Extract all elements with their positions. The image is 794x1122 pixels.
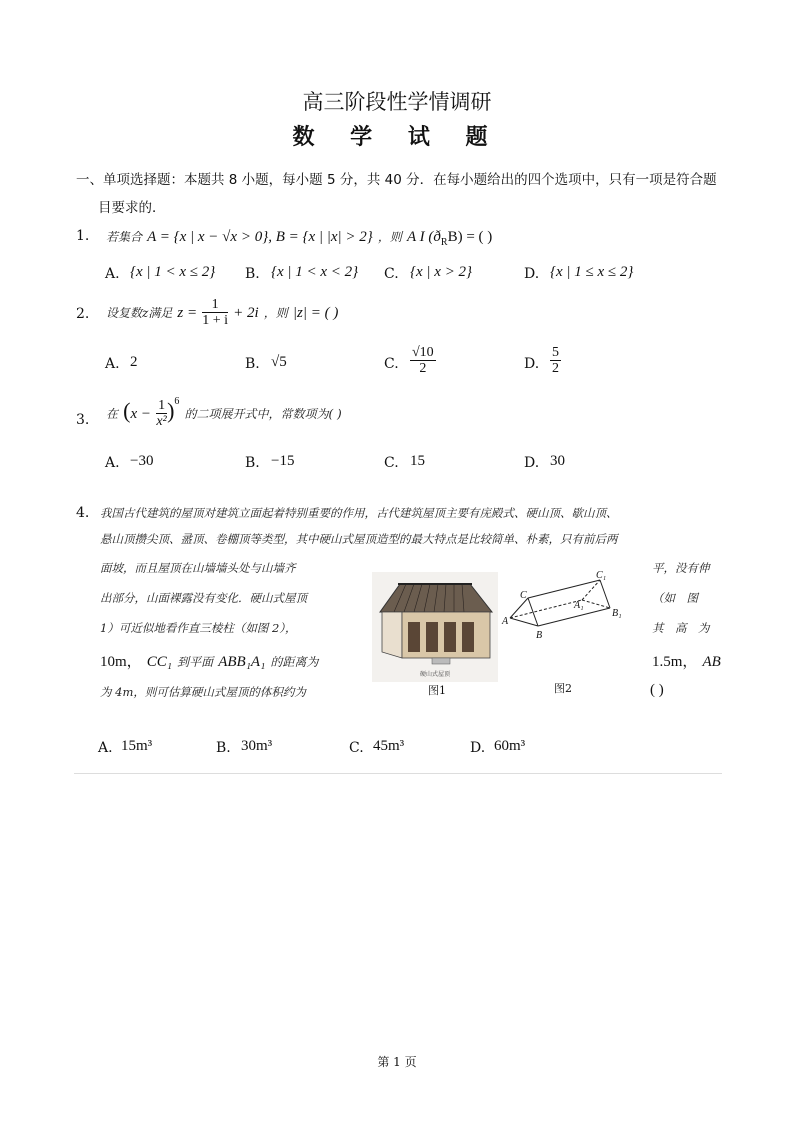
q2-option-c-fraction [410,345,436,376]
q3-number: 3. [76,412,90,428]
q1-stem-sub: R [440,237,448,249]
q3-option-a-label: A. [105,455,120,471]
q4-distance: 的距离为 [270,655,319,669]
q2-option-d-label: D. [524,356,540,372]
section-instructions [76,166,726,222]
q3-option-c-value: 15 [410,453,425,469]
label-c1: C₁ [596,570,607,581]
q4-number: 4. [76,505,90,521]
q3-frac-den: x² [156,414,167,429]
page-number: 第 1 页 [377,1055,417,1069]
q4-line-3-left: 面坡，而且屋顶在山墙墙头处与山墙齐 [100,561,296,575]
q2-number: 2. [76,306,90,322]
q1-stem-expr: A I (ð [407,229,441,245]
q3-stem-text-b: 的二项展开式中，常数项为( ) [184,407,342,421]
q4-line-5-right: 其 高 为 [652,621,710,635]
q4-line-1: 我国古代建筑的屋顶对建筑立面起着特别重要的作用，古代建筑屋顶主要有庑殿式、硬山顶、歇山顶、 [100,506,618,520]
q4-line-3-right: 平，没有伸 [652,561,710,575]
q3-option-b-label: B. [245,455,260,471]
q3-stem [106,395,342,429]
q4-option-c-label: C. [349,740,364,756]
q1-option-d-value: {x | 1 ≤ x ≤ 2} [550,264,634,280]
house-inner-caption: 硬山式屋顶 [419,671,451,678]
label-a: A [502,616,509,627]
q1-stem-text-a: 若集合 [106,230,143,244]
q4-option-b-value: 30m³ [241,738,273,754]
q2-stem-text-a: 设复数z满足 [106,306,173,320]
q1-option-b-label: B. [245,266,260,282]
label-b: B [536,630,543,641]
prism-figure [500,568,630,674]
q4-option-a-value: 15m³ [121,738,153,754]
q1-option-c-value: {x | x > 2} [410,264,473,280]
q3-option-a-value: −30 [130,453,154,469]
q2-option-c-label: C. [384,356,399,372]
q4-plane: ABB₁A₁ [218,654,266,670]
q3-paren-open: ( [123,398,131,423]
label-b1: B₁ [612,608,622,619]
q4-cc1: CC₁ [146,654,172,670]
q4-to-plane: 到平面 [177,655,214,669]
q2-stem-end: |z| = ( ) [292,305,339,321]
q2-stem-plus: + 2i [233,305,259,321]
q4-option-b-label: B. [216,740,231,756]
q2-option-b-value: √5 [271,354,287,370]
q4-line-4-left: 出部分，山面裸露没有变化．硬山式屋顶 [100,591,307,605]
q1-stem-sets: A = {x | x − √x > 0}, B = {x | |x| > 2} [147,229,373,245]
q2-option-c-num: √10 [412,345,434,360]
q3-option-d-label: D. [524,455,540,471]
q3-frac-num: 1 [158,398,166,413]
q4-option-a-label: A. [98,740,113,756]
q3-option-b-value: −15 [271,453,295,469]
exam-subtitle: 数 学 试 题 [292,125,502,150]
q2-option-d-den: 2 [552,361,559,376]
q1-stem-text-c: ，则 [377,230,402,244]
q3-power: 6 [174,395,180,407]
q4-option-d-value: 60m³ [494,738,526,754]
q4-option-c-value: 45m³ [373,738,405,754]
figure-1-caption: 图1 [428,684,446,697]
section-line-2: 目要求的． [98,200,166,216]
q2-option-c-den: 2 [419,361,427,376]
exam-title: 高三阶段性学情调研 [302,90,492,114]
q1-option-c-label: C. [384,266,399,282]
q2-option-a-value: 2 [130,354,138,370]
q2-option-d-fraction [550,345,561,376]
q2-option-a-label: A. [105,356,120,372]
q2-option-d-num: 5 [552,345,559,360]
q1-stem-end: B) = ( ) [447,229,493,245]
q2-stem [106,297,338,328]
q3-x-term: x − [130,406,151,422]
section-line-1: 一、单项选择题：本题共 8 小题，每小题 5 分，共 40 分．在每小题给出的四个选项中，只有一项是符合题 [76,172,717,188]
q2-frac-den: 1 + i [202,313,229,328]
q1-option-a-value: {x | 1 < x ≤ 2} [130,264,216,280]
q2-stem-text-d: ，则 [263,306,288,320]
label-c: C [520,590,527,601]
q4-line-2: 悬山顶攒尖顶、盝顶、卷棚顶等类型，其中硬山式屋顶造型的最大特点是比较简单、朴素，只有前后两 [100,532,618,546]
q1-option-a-label: A. [105,266,120,282]
q4-line-6-left [100,650,318,671]
label-a1: A₁ [574,600,584,611]
q2-option-b-label: B. [245,356,260,372]
q1-option-d-label: D. [524,266,540,282]
q4-line-6-right [652,650,721,671]
q4-answer-paren: ( ) [650,682,664,698]
q4-option-d-label: D. [470,740,486,756]
q4-line-5-left: 1）可近似地看作直三棱柱（如图 2）， [100,621,297,635]
figure-2-caption: 图2 [554,682,572,695]
q1-stem [106,226,492,248]
q3-option-c-label: C. [384,455,399,471]
q3-paren-close: ) [167,398,175,423]
q3-fraction [156,398,167,429]
q2-stem-z: z = [177,305,198,321]
q4-line-4-right: （如 图 [652,591,698,605]
divider [74,773,722,774]
q4-distance-value: 1.5m， [652,654,698,670]
q1-option-b-value: {x | 1 < x < 2} [271,264,359,280]
q4-height: 10m， [100,654,142,670]
q2-stem-fraction [202,297,228,328]
q1-number: 1. [76,228,90,244]
q4-line-7-left: 为 4m，则可估算硬山式屋顶的体积约为 [100,685,306,699]
q3-option-d-value: 30 [550,453,565,469]
q2-frac-num: 1 [202,297,228,313]
house-figure [372,572,498,682]
q3-stem-text-a: 在 [106,407,119,421]
q4-ab: AB [702,654,721,670]
